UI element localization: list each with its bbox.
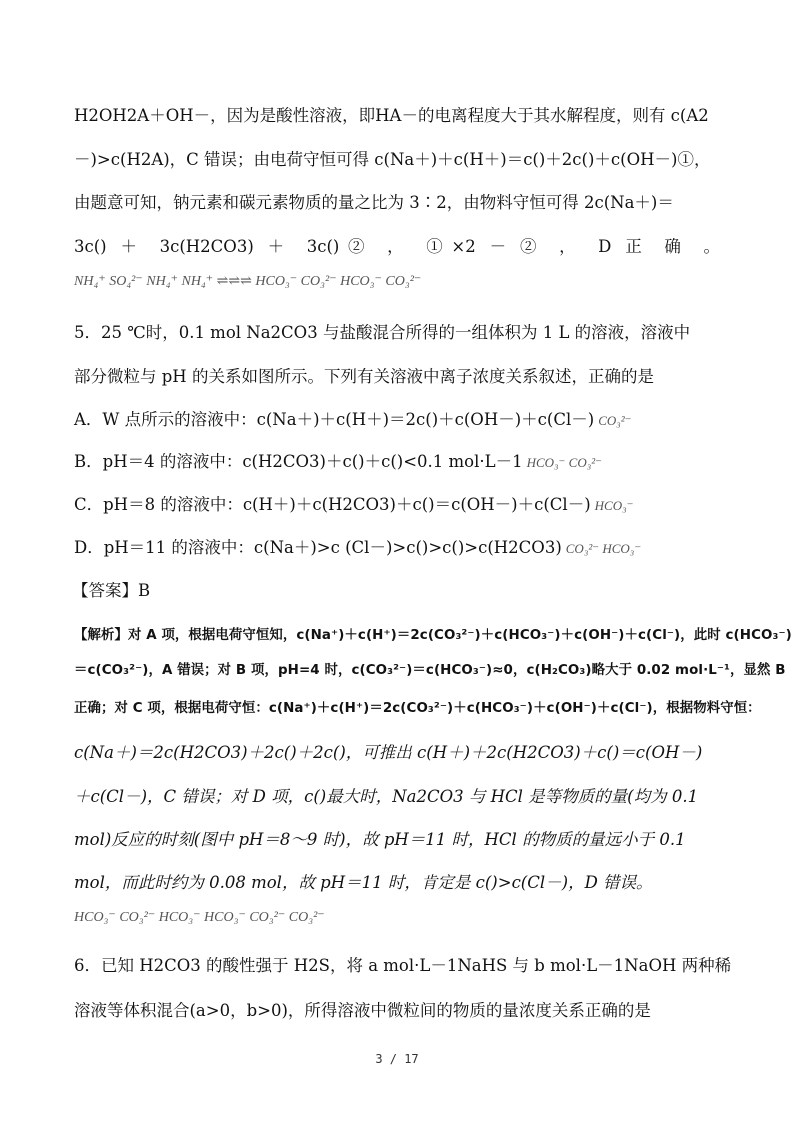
explanation-line: ＋c(Cl－)，C 错误；对 D 项，c()最大时，Na2CO3 与 HCl 是等物质的量(均为 0.1 (74, 787, 699, 806)
option-d-text: D．pH＝11 的溶液中：c(Na＋)>c (Cl－)>c()>c()>c(H2CO3) (74, 538, 562, 557)
option-d-formula: CO₃²⁻ HCO₃⁻ (565, 541, 642, 556)
option-a-formula: CO₃²⁻ (598, 413, 632, 428)
text-line: H2OH2A＋OH－，因为是酸性溶液，即HA－的电离程度大于其水解程度，则有 c(A2 (74, 106, 709, 125)
option-b-formula: HCO₃⁻ CO₃²⁻ (526, 455, 602, 470)
explanation-line: mol，而此时约为 0.08 mol，故 pH＝11 时，肯定是 c()>c(Cl－)，D 错误。 (74, 873, 653, 892)
option-d (74, 537, 641, 560)
option-b-text: B．pH＝4 的溶液中：c(H2CO3)＋c()＋c()<0.1 mol·L－1 (74, 452, 523, 471)
question-6-stem: 6．已知 H2CO3 的酸性强于 H2S，将 a mol·L－1NaHS 与 b mol·L－1NaOH 两种稀 (74, 956, 732, 975)
option-a-text: A．W 点所示的溶液中：c(Na＋)＋c(H＋)＝2c()＋c(OH－)＋c(Cl－) (74, 410, 595, 429)
text-line: －)>c(H2A)，C 错误；由电荷守恒可得 c(Na＋)＋c(H＋)＝c()＋2c()＋c(OH－)①， (74, 150, 711, 169)
option-c (74, 494, 633, 517)
text-line: 由题意可知，钠元素和碳元素物质的量之比为 3∶2，由物料守恒可得 2c(Na＋)＝ (74, 193, 674, 212)
explanation-line: 【解析】对 A 项，根据电荷守恒知，c(Na⁺)＋c(H⁺)＝2c(CO₃²⁻)＋c(HCO₃⁻)＋c(OH⁻)＋c(Cl⁻)，此时 c(HCO₃⁻) (74, 628, 792, 643)
explanation-line: c(Na＋)＝2c(H2CO3)＋2c()＋2c()，可推出 c(H＋)＋2c(H2CO3)＋c()＝c(OH－) (74, 743, 703, 762)
formula-line: HCO₃⁻ CO₃²⁻ HCO₃⁻ HCO₃⁻ CO₃²⁻ CO₃²⁻ (74, 910, 325, 925)
question-6-stem: 溶液等体积混合(a>0，b>0)，所得溶液中微粒间的物质的量浓度关系正确的是 (74, 1001, 651, 1020)
option-b (74, 451, 602, 474)
option-a (74, 409, 632, 432)
explanation-line: mol)反应的时刻(图中 pH＝8～9 时)，故 pH＝11 时，HCl 的物质的量远小于 0.1 (74, 830, 686, 849)
page-number: 3 / 17 (375, 1052, 419, 1066)
formula-line: NH₄⁺ SO₄²⁻ NH₄⁺ NH₄⁺ ⇌⇌⇌ HCO₃⁻ CO₃²⁻ HCO₃⁻ CO₃²⁻ (74, 274, 422, 289)
option-c-text: C．pH＝8 的溶液中：c(H＋)＋c(H2CO3)＋c()＝c(OH－)＋c(Cl－) (74, 495, 591, 514)
explanation-line: 正确；对 C 项，根据电荷守恒：c(Na⁺)＋c(H⁺)＝2c(CO₃²⁻)＋c(HCO₃⁻)＋c(OH⁻)＋c(Cl⁻)，根据物料守恒： (74, 701, 761, 716)
text-line: 3c() ＋ 3c(H2CO3) ＋ 3c()② ， ①×2 － ② ， D 正 确 。 (74, 237, 720, 256)
option-c-formula: HCO₃⁻ (594, 498, 634, 513)
answer: 【答案】B (72, 581, 151, 600)
question-5-stem: 部分微粒与 pH 的关系如图所示。下列有关溶液中离子浓度关系叙述，正确的是 (74, 367, 654, 386)
question-5-stem: 5．25 ℃时，0.1 mol Na2CO3 与盐酸混合所得的一组体积为 1 L 的溶液，溶液中 (74, 323, 691, 342)
explanation-line: ＝c(CO₃²⁻)，A 错误；对 B 项，pH=4 时，c(CO₃²⁻)＝c(HCO₃⁻)≈0，c(H₂CO₃)略大于 0.02 mol·L⁻¹，显然 B (74, 663, 786, 678)
